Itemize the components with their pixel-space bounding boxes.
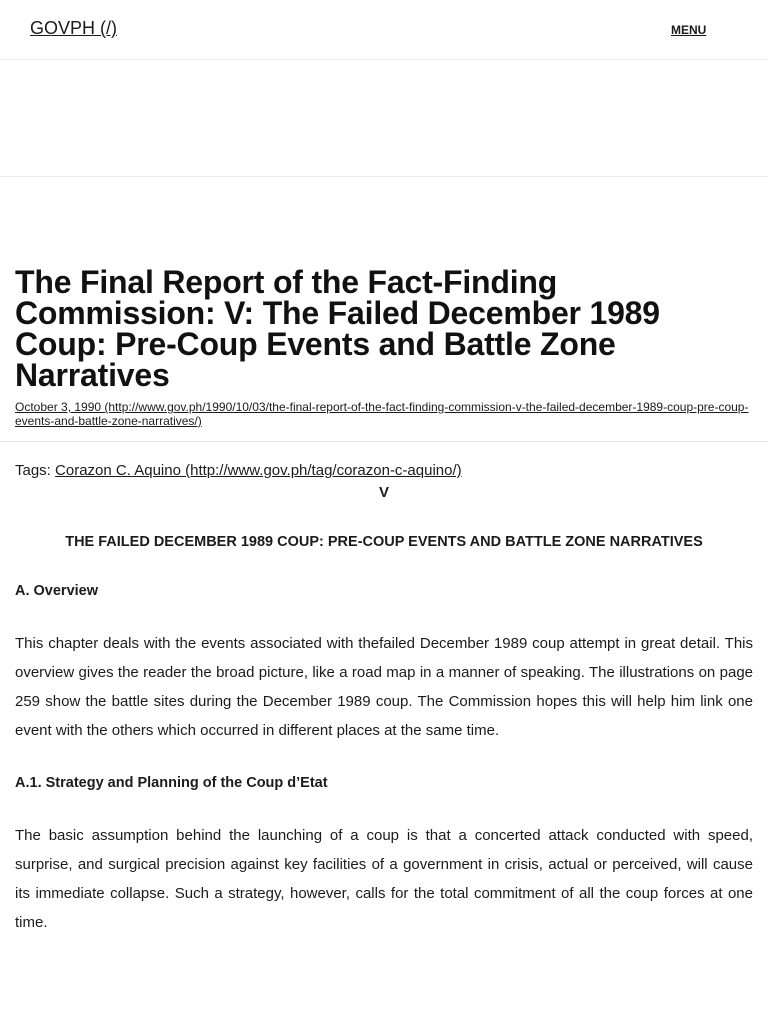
banner-area: [0, 60, 768, 177]
article-header: [0, 177, 768, 428]
chapter-number: V: [378, 484, 389, 501]
menu-button[interactable]: MENU: [671, 23, 707, 37]
article-title: The Final Report of the Fact-Finding Commission: V: The Failed December 1989 Coup: Pre-Coup Events and Battle Zone Narratives: [15, 264, 660, 393]
govph-home-link[interactable]: GOVPH (/): [30, 18, 118, 38]
tag-link-corazon-aquino[interactable]: Corazon C. Aquino (http://www.gov.ph/tag/corazon-c-aquino/): [55, 462, 462, 479]
article-body: [0, 442, 768, 937]
paragraph-overview: This chapter deals with the events associated with thefailed December 1989 coup attempt in great detail. This overview gives the reader the broad picture, like a road map in a manner of speaking. The illustrations on page 259 show the battle sites during the December 1989 coup. The Commission hopes this will help him link one event with the others which occurred in different places at the same time.: [15, 635, 753, 739]
top-nav-bar: [0, 0, 768, 60]
tags-line: [15, 460, 753, 482]
article-date-link[interactable]: October 3, 1990 (http://www.gov.ph/1990/10/03/the-final-report-of-the-fact-finding-commission-v-the-failed-december-1989-coup-pre-coup-events-and-battle-zone-narratives/): [15, 400, 749, 428]
paragraph-strategy: The basic assumption behind the launching of a coup is that a concerted attack conducted with speed, surprise, and surgical precision against key facilities of a government in crisis, actual or perceived, will cause its immediate collapse. Such a strategy, however, calls for the total commitment of all the coup forces at one time.: [15, 827, 753, 931]
tags-label: Tags:: [15, 462, 56, 479]
section-heading-overview: A. Overview: [15, 583, 99, 599]
section-heading-strategy: A.1. Strategy and Planning of the Coup d’Etat: [15, 775, 328, 791]
chapter-title: THE FAILED DECEMBER 1989 COUP: PRE-COUP EVENTS AND BATTLE ZONE NARRATIVES: [65, 534, 703, 550]
